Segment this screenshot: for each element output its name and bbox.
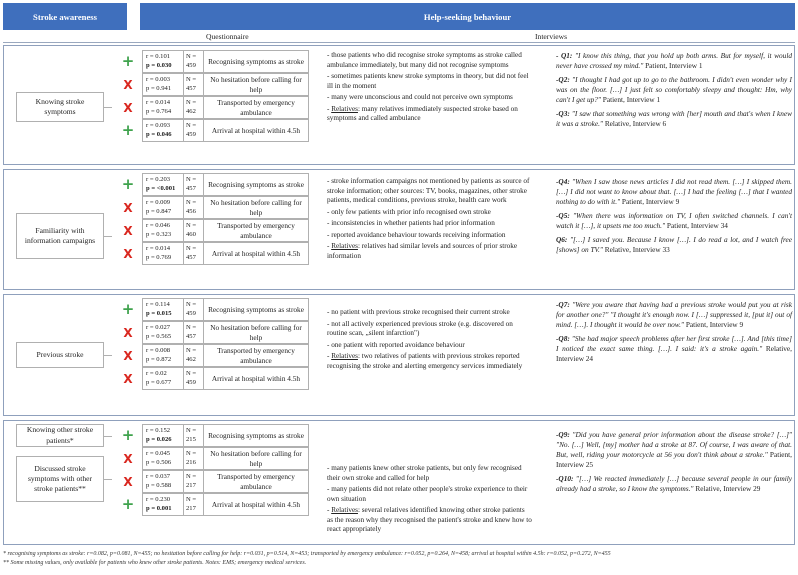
cross-icon: X <box>123 475 133 489</box>
plus-icon: + <box>121 175 135 193</box>
n-label: N = <box>186 324 197 331</box>
n-cell <box>183 242 203 265</box>
stats-row <box>142 73 309 96</box>
relatives-text: : two relatives of patients with previous strokes reported recognising the stroke and alerting emergency services immediately <box>327 352 523 370</box>
outcome-label: Recognising symptoms as stroke <box>203 50 309 73</box>
n-value: 459 <box>186 130 196 138</box>
section-label: Discussed stroke symptoms with other stroke patients** <box>16 456 104 502</box>
relatives-text: : several relatives identified knowing other stroke patients as the reason why they recognised the patient's stroke and knew how to react appropriately <box>327 506 532 533</box>
n-label: N = <box>186 222 197 229</box>
finding-item: - no patient with previous stroke recognised their current stroke <box>327 308 510 316</box>
quote-source: Patient, Interview 1 <box>645 61 703 71</box>
n-cell <box>183 424 203 447</box>
quote-source: Patient, Interview 25 <box>556 450 792 470</box>
p-value: p = 0.506 <box>146 458 172 466</box>
relatives-label: Relatives <box>331 242 358 250</box>
interview-quote <box>556 75 792 105</box>
section-label: Knowing stroke symptoms <box>16 92 104 122</box>
stats-row <box>142 447 309 470</box>
n-cell <box>183 321 203 344</box>
n-label: N = <box>186 99 197 106</box>
n-cell <box>183 119 203 142</box>
stats-row <box>142 96 309 119</box>
quote-id: -Q5: <box>556 211 570 221</box>
stats-row <box>142 344 309 367</box>
p-value: p = 0.769 <box>146 253 172 261</box>
r-p-cell <box>142 196 183 219</box>
cross-icon: X <box>123 101 133 115</box>
n-label: N = <box>186 301 197 308</box>
stats-table <box>142 298 309 390</box>
quote-id: Q6: <box>556 235 568 245</box>
stats-row <box>142 219 309 242</box>
n-value: 457 <box>186 332 196 340</box>
cross-icon: X <box>123 349 133 363</box>
plus-icon: + <box>121 300 135 318</box>
relatives-dash: - <box>327 506 332 514</box>
relatives-dash: - <box>327 242 332 250</box>
n-cell <box>183 50 203 73</box>
quote-id: - Q1: <box>556 51 573 60</box>
quote-text: "She had major speech problems after her first stroke […]. And [this time] I noticed the exact same thing. […]. I said: it's a stroke again." <box>556 334 793 354</box>
stats-row <box>142 470 309 493</box>
p-value: p = <0.001 <box>146 184 176 192</box>
r-p-cell <box>142 173 183 196</box>
interview-quote <box>556 430 792 470</box>
relatives-label: Relatives <box>331 352 358 360</box>
relatives-finding <box>327 506 532 535</box>
header-stroke-awareness: Stroke awareness <box>3 3 127 30</box>
n-value: 457 <box>186 253 196 261</box>
n-label: N = <box>186 53 197 60</box>
header-help-seeking: Help-seeking behaviour <box>140 3 795 30</box>
finding-item: - reported avoidance behaviour towards receiving information <box>327 230 506 239</box>
stats-row <box>142 298 309 321</box>
r-p-cell <box>142 119 183 142</box>
p-value: p = 0.677 <box>146 378 172 386</box>
interview-quote <box>556 474 792 494</box>
connector-line <box>104 436 112 437</box>
quote-text: "[…] I saved you. Because I know […]. I do read a lot, and I watch free [shows] on TV." <box>556 235 793 255</box>
outcome-label: Transported by emergency ambulance <box>203 344 309 367</box>
outcome-label: Arrival at hospital within 4.5h <box>203 367 309 390</box>
stats-row <box>142 367 309 390</box>
header-rule <box>3 42 795 43</box>
questionnaire-findings <box>327 308 532 371</box>
quote-text: "Did you have general prior information about the disease stroke? […]" "No. […] Well, [my] mother had a stroke at 87. Of course, I was aware of that. But, well, riding your motorcycle at 56 you don't think about a stroke." <box>556 430 792 460</box>
quote-source: Relative, Interview 29 <box>695 484 761 494</box>
stats-row <box>142 321 309 344</box>
n-value: 460 <box>186 230 196 238</box>
n-value: 217 <box>186 504 196 512</box>
r-p-cell <box>142 424 183 447</box>
p-value: p = 0.588 <box>146 481 172 489</box>
p-value: p = 0.941 <box>146 84 172 92</box>
r-value: r = 0.008 <box>146 347 171 354</box>
interview-quote <box>556 211 792 231</box>
outcome-label: No hesitation before calling for help <box>203 196 309 219</box>
section-label: Familiarity with information campaigns <box>16 213 104 259</box>
cross-icon: X <box>123 372 133 386</box>
plus-icon: + <box>121 52 135 70</box>
interview-quotes <box>556 430 792 498</box>
quote-source: Patient, Interview 9 <box>621 197 680 207</box>
n-label: N = <box>186 473 197 480</box>
n-value: 462 <box>186 107 196 115</box>
outcome-label: Arrival at hospital within 4.5h <box>203 119 309 142</box>
outcome-label: Transported by emergency ambulance <box>203 470 309 493</box>
section-label: Knowing other stroke patients* <box>16 424 104 447</box>
outcome-label: No hesitation before calling for help <box>203 321 309 344</box>
quote-source: Patient, Interview 34 <box>666 221 728 231</box>
finding-item: - stroke information campaigns not mentioned by patients as source of stroke information; other sources: TV, books, magazines, other stroke patients, medical conditions, previous stroke, health care work <box>327 177 530 204</box>
n-cell <box>183 470 203 493</box>
r-value: r = 0.230 <box>146 496 171 503</box>
quote-source: Patient, Interview 1 <box>602 95 661 105</box>
finding-item: - inconsistencies in whether patients had prior information <box>327 219 495 227</box>
outcome-label: Transported by emergency ambulance <box>203 96 309 119</box>
r-p-cell <box>142 321 183 344</box>
n-cell <box>183 96 203 119</box>
quote-text: "I thought I had got up to go to the bathroom. I didn't even wonder why I was on the floor. […] I just felt so comfortably sleepy and thought: Hm, why can't I get up?" <box>556 75 792 105</box>
subheader-interviews: Interviews <box>535 32 568 41</box>
finding-item: - one patient with reported avoidance behaviour <box>327 340 465 349</box>
stats-row <box>142 493 309 516</box>
n-label: N = <box>186 245 197 252</box>
quote-text: "When there was information on TV, I often switched channels. I can't watch it […], it upsets me too much." <box>556 211 792 231</box>
quote-text: "I saw that something was wrong with [her] mouth and that's when I knew it was a stroke." <box>556 109 793 129</box>
interview-quote <box>556 300 792 330</box>
subheader-questionnaire: Questionnaire <box>206 32 249 41</box>
relatives-finding <box>327 242 532 261</box>
n-label: N = <box>186 496 197 503</box>
relatives-dash: - <box>327 104 332 113</box>
section-label: Previous stroke <box>16 342 104 368</box>
n-value: 457 <box>186 84 196 92</box>
r-p-cell <box>142 242 183 265</box>
stats-table <box>142 50 309 142</box>
stats-row <box>142 50 309 73</box>
relatives-finding <box>327 352 532 371</box>
outcome-label: Arrival at hospital within 4.5h <box>203 242 309 265</box>
n-value: 459 <box>186 61 196 69</box>
r-value: r = 0.101 <box>146 53 171 60</box>
quote-text: "I know this thing, that you hold up both arms. But for myself, it would never have crossed my mind." <box>556 51 792 71</box>
r-value: r = 0.114 <box>146 301 170 308</box>
r-p-cell <box>142 344 183 367</box>
relatives-text: : many relatives immediately suspected stroke based on symptoms and called ambulance <box>327 104 518 122</box>
outcome-label: Recognising symptoms as stroke <box>203 424 309 447</box>
n-cell <box>183 196 203 219</box>
relatives-label: Relatives <box>331 104 358 113</box>
n-cell <box>183 219 203 242</box>
n-label: N = <box>186 76 197 83</box>
quote-text: "Were you aware that having had a previous stroke would put you at risk for another one?" "I thought it's enough now. I […] suppressed it, [put it] out of mind. […]. I thought it would be over now." <box>556 300 792 330</box>
n-cell <box>183 73 203 96</box>
cross-icon: X <box>123 224 133 238</box>
quote-source: Relative, Interview 33 <box>604 245 670 255</box>
n-value: 215 <box>186 435 196 443</box>
stats-row <box>142 173 309 196</box>
interview-quote <box>556 109 792 129</box>
r-value: r = 0.014 <box>146 245 171 252</box>
r-value: r = 0.203 <box>146 176 171 183</box>
r-value: r = 0.02 <box>146 370 167 377</box>
outcome-label: Arrival at hospital within 4.5h <box>203 493 309 516</box>
connector-line <box>104 355 112 356</box>
connector-line <box>104 236 112 237</box>
n-cell <box>183 298 203 321</box>
p-value: p = 0.030 <box>146 61 172 69</box>
finding-item: - only few patients with prior info recognised own stroke <box>327 207 491 216</box>
connector-line <box>104 107 112 108</box>
r-value: r = 0.045 <box>146 450 171 457</box>
quote-source: Relative, Interview 6 <box>604 119 667 129</box>
p-value: p = 0.026 <box>146 435 172 443</box>
footnote-2: ** Some missing values, only available for patients who knew other stroke patients. Notes: EMS; emergency medical services. <box>3 560 307 566</box>
finding-item: - sometimes patients knew stroke symptoms in theory, but did not feel ill in the moment <box>327 72 529 90</box>
r-p-cell <box>142 50 183 73</box>
quote-source: Patient, Interview 9 <box>685 320 744 330</box>
r-value: r = 0.152 <box>146 427 171 434</box>
p-value: p = 0.565 <box>146 332 172 340</box>
stats-row <box>142 242 309 265</box>
interview-quotes <box>556 300 792 368</box>
r-p-cell <box>142 367 183 390</box>
outcome-label: Recognising symptoms as stroke <box>203 298 309 321</box>
n-cell <box>183 367 203 390</box>
n-cell <box>183 173 203 196</box>
r-value: r = 0.037 <box>146 473 171 480</box>
n-value: 216 <box>186 458 196 466</box>
questionnaire-findings <box>327 464 532 535</box>
r-value: r = 0.046 <box>146 222 171 229</box>
finding-item: - many were unconscious and could not perceive own symptoms <box>327 93 513 101</box>
stats-table <box>142 424 309 516</box>
finding-item: - many patients did not relate other people's stroke experience to their own situation <box>327 485 528 503</box>
n-value: 457 <box>186 184 196 192</box>
cross-icon: X <box>123 78 133 92</box>
interview-quote <box>556 334 792 364</box>
interview-quotes <box>556 177 792 259</box>
relatives-label: Relatives <box>331 506 358 514</box>
finding-item: - many patients knew other stroke patients, but only few recognised their own stroke and called for help <box>327 464 522 482</box>
p-value: p = 0.847 <box>146 207 172 215</box>
r-p-cell <box>142 219 183 242</box>
quote-id: -Q3: <box>556 109 570 119</box>
stats-row <box>142 196 309 219</box>
outcome-label: Transported by emergency ambulance <box>203 219 309 242</box>
plus-icon: + <box>121 426 135 444</box>
quote-id: -Q4: <box>556 177 570 186</box>
r-p-cell <box>142 73 183 96</box>
plus-icon: + <box>121 495 135 513</box>
n-label: N = <box>186 347 197 354</box>
r-value: r = 0.003 <box>146 76 171 83</box>
outcome-label: Recognising symptoms as stroke <box>203 173 309 196</box>
relatives-dash: - <box>327 352 332 360</box>
interview-quote <box>556 177 792 207</box>
n-value: 462 <box>186 355 196 363</box>
n-cell <box>183 493 203 516</box>
outcome-label: No hesitation before calling for help <box>203 447 309 470</box>
stats-row <box>142 119 309 142</box>
quote-id: -Q10: <box>556 474 574 484</box>
quote-text: "[…] We reacted immediately […] because several people in our family already had a stroke, so I know the symptoms." <box>556 474 793 494</box>
n-cell <box>183 447 203 470</box>
stats-row <box>142 424 309 447</box>
interview-quote <box>556 235 792 255</box>
r-p-cell <box>142 447 183 470</box>
cross-icon: X <box>123 452 133 466</box>
p-value: p = 0.001 <box>146 504 172 512</box>
cross-icon: X <box>123 201 133 215</box>
n-label: N = <box>186 450 197 457</box>
relatives-text: : relatives had similar levels and sources of prior stroke information <box>327 242 518 260</box>
p-value: p = 0.323 <box>146 230 172 238</box>
r-p-cell <box>142 298 183 321</box>
r-p-cell <box>142 470 183 493</box>
n-cell <box>183 344 203 367</box>
interview-quotes <box>556 51 792 133</box>
quote-text: "When I saw those news articles I did not read them. […] I skipped them. […] I did not want to know about that. […] I had the feeling […] that I wanted nothing to do with it." <box>556 177 792 207</box>
n-value: 456 <box>186 207 196 215</box>
n-label: N = <box>186 176 197 183</box>
quote-id: -Q7: <box>556 300 570 309</box>
p-value: p = 0.764 <box>146 107 172 115</box>
n-value: 459 <box>186 309 196 317</box>
footnote-1: * recognising symptoms as stroke: r=0.082, p=0.081, N=455; no hesitation before calling for help: r=0.031, p=0.514, N=453; transported by emergency ambulance: r=0.052, p=0.264, N=458; arrival at hospital within 4.5h: r=0.052, p=0.272, N=455 <box>3 551 611 557</box>
p-value: p = 0.872 <box>146 355 172 363</box>
finding-item: - not all actively experienced previous stroke (e.g. discovered on routine scan, „silent infarction") <box>327 319 513 337</box>
questionnaire-findings <box>327 177 532 261</box>
quote-id: -Q2: <box>556 75 570 85</box>
plus-icon: + <box>121 121 135 139</box>
r-value: r = 0.093 <box>146 122 171 129</box>
n-value: 459 <box>186 378 196 386</box>
p-value: p = 0.046 <box>146 130 172 138</box>
n-label: N = <box>186 370 197 377</box>
r-p-cell <box>142 96 183 119</box>
p-value: p = 0.015 <box>146 309 172 317</box>
connector-line <box>104 479 112 480</box>
n-label: N = <box>186 122 197 129</box>
n-label: N = <box>186 427 197 434</box>
n-value: 217 <box>186 481 196 489</box>
r-value: r = 0.027 <box>146 324 171 331</box>
quote-source: Relative, Interview 24 <box>556 344 792 364</box>
stats-table <box>142 173 309 265</box>
quote-id: -Q9: <box>556 430 570 439</box>
n-label: N = <box>186 199 197 206</box>
r-value: r = 0.009 <box>146 199 171 206</box>
interview-quote <box>556 51 792 71</box>
outcome-label: No hesitation before calling for help <box>203 73 309 96</box>
quote-id: -Q8: <box>556 334 570 344</box>
questionnaire-findings <box>327 51 532 124</box>
relatives-finding <box>327 105 532 124</box>
cross-icon: X <box>123 326 133 340</box>
r-value: r = 0.014 <box>146 99 171 106</box>
r-p-cell <box>142 493 183 516</box>
finding-item: - those patients who did recognise stroke symptoms as stroke called ambulance immediately, but many did not recognise symptoms <box>327 51 522 69</box>
cross-icon: X <box>123 247 133 261</box>
